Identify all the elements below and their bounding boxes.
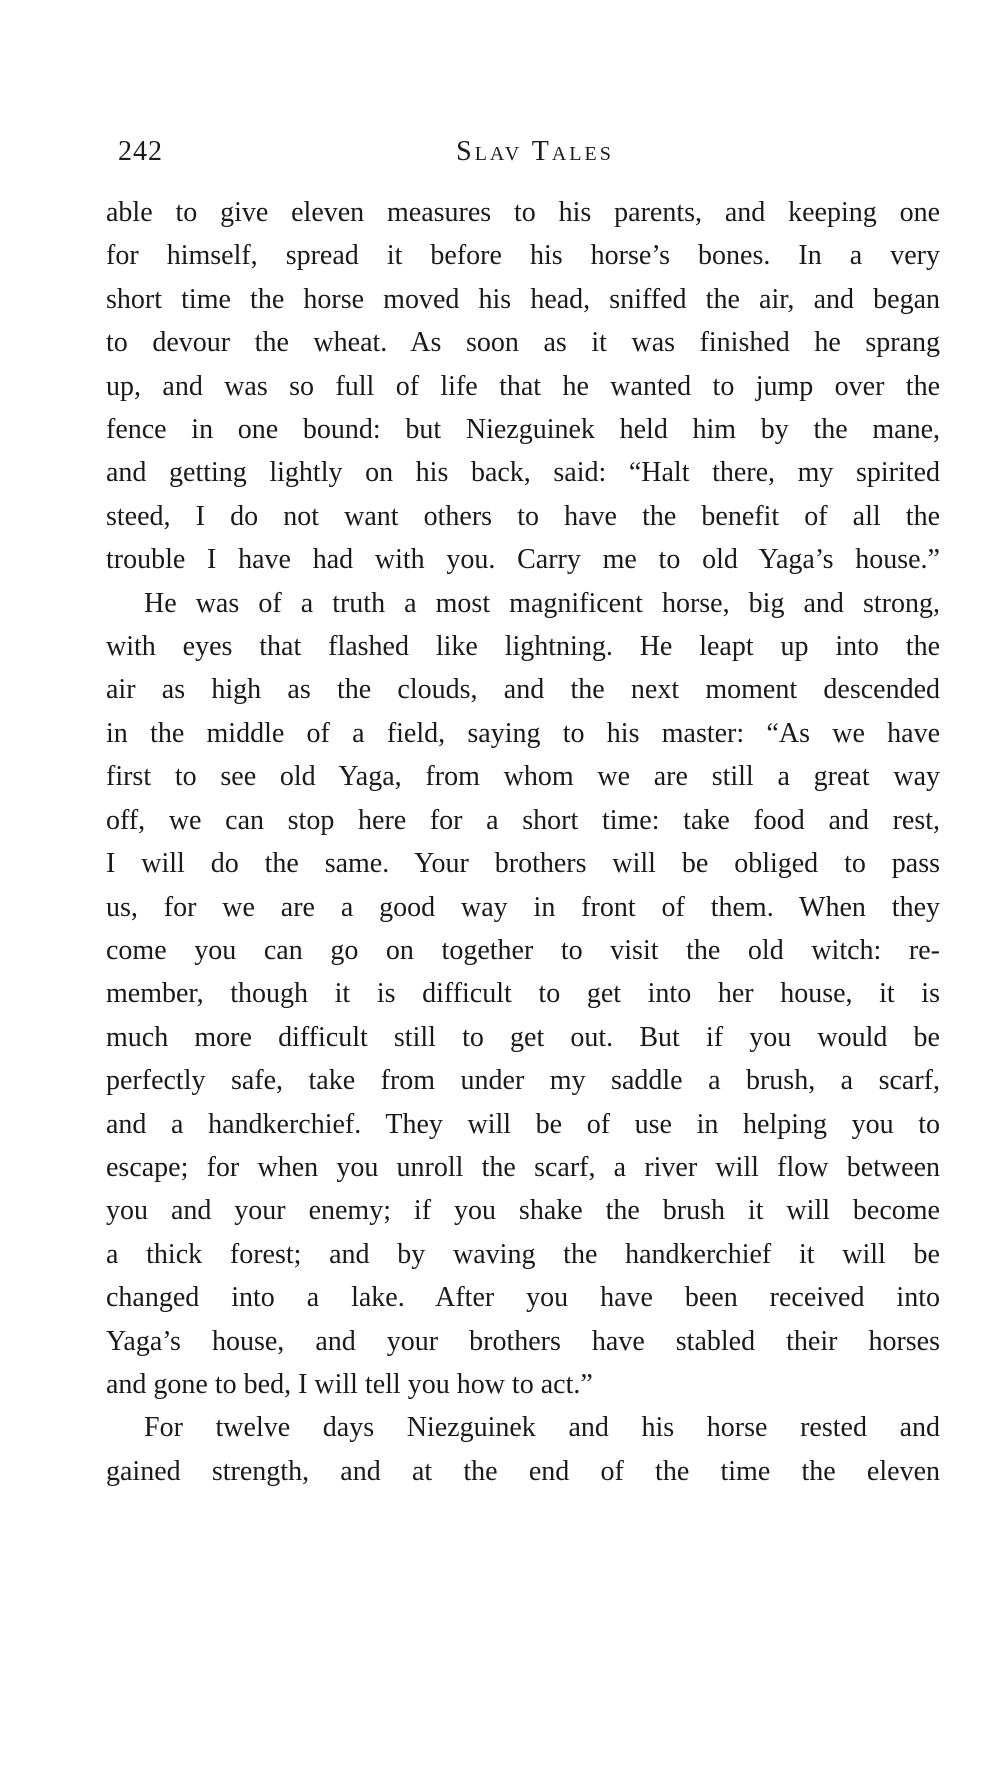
running-title: Slav Tales: [456, 136, 614, 167]
text-line: able to give eleven measures to his parents, and keeping one: [106, 197, 940, 228]
text-line: He was of a truth a most magnificent horse, big and strong,: [144, 587, 940, 619]
page-number: 242: [118, 136, 163, 167]
text-line: much more difficult still to get out. But if you would be: [106, 1021, 940, 1053]
text-line: gained strength, and at the end of the time the eleven: [106, 1455, 940, 1487]
text-line: changed into a lake. After you have been received into: [106, 1282, 940, 1314]
paragraph-2: [106, 582, 940, 1407]
text-line: For twelve days Niezguinek and his horse rested and: [144, 1412, 940, 1444]
text-line: escape; for when you unroll the scarf, a river will flow between: [106, 1151, 940, 1183]
text-line: in the middle of a field, saying to his master: “As we have: [106, 717, 940, 749]
text-line: steed, I do not want others to have the benefit of all the: [106, 500, 940, 532]
text-line: to devour the wheat. As soon as it was finished he sprang: [106, 327, 940, 359]
text-line: with eyes that flashed like lightning. He leapt up into the: [106, 631, 940, 663]
text-line: trouble I have had with you. Carry me to old Yaga’s house.”: [106, 544, 940, 576]
text-line: air as high as the clouds, and the next moment descended: [106, 674, 940, 706]
paragraph-1: [106, 191, 940, 582]
text-line: come you can go on together to visit the old witch: re-: [106, 934, 940, 966]
text-line: up, and was so full of life that he wanted to jump over the: [106, 370, 940, 402]
text-line: fence in one bound: but Niezguinek held him by the mane,: [106, 414, 940, 446]
running-head: [118, 136, 952, 176]
text-line: a thick forest; and by waving the handkerchief it will be: [106, 1238, 940, 1270]
paragraph-3: [106, 1406, 940, 1493]
text-line: you and your enemy; if you shake the brush it will become: [106, 1195, 940, 1227]
body-text: [106, 191, 940, 1493]
text-line: I will do the same. Your brothers will be obliged to pass: [106, 848, 940, 880]
text-line: and getting lightly on his back, said: “Halt there, my spirited: [106, 457, 940, 489]
text-line: first to see old Yaga, from whom we are still a great way: [106, 761, 940, 793]
text-line: off, we can stop here for a short time: take food and rest,: [106, 804, 940, 836]
text-line: member, though it is difficult to get into her house, it is: [106, 978, 940, 1010]
text-line: perfectly safe, take from under my saddle a brush, a scarf,: [106, 1065, 940, 1097]
text-line: Yaga’s house, and your brothers have stabled their horses: [106, 1325, 940, 1357]
text-line: short time the horse moved his head, sniffed the air, and began: [106, 283, 940, 315]
text-line: for himself, spread it before his horse’s bones. In a very: [106, 240, 940, 272]
text-line: and gone to bed, I will tell you how to act.”: [106, 1368, 593, 1400]
text-line: and a handkerchief. They will be of use in helping you to: [106, 1108, 940, 1140]
text-line: us, for we are a good way in front of them. When they: [106, 891, 940, 923]
